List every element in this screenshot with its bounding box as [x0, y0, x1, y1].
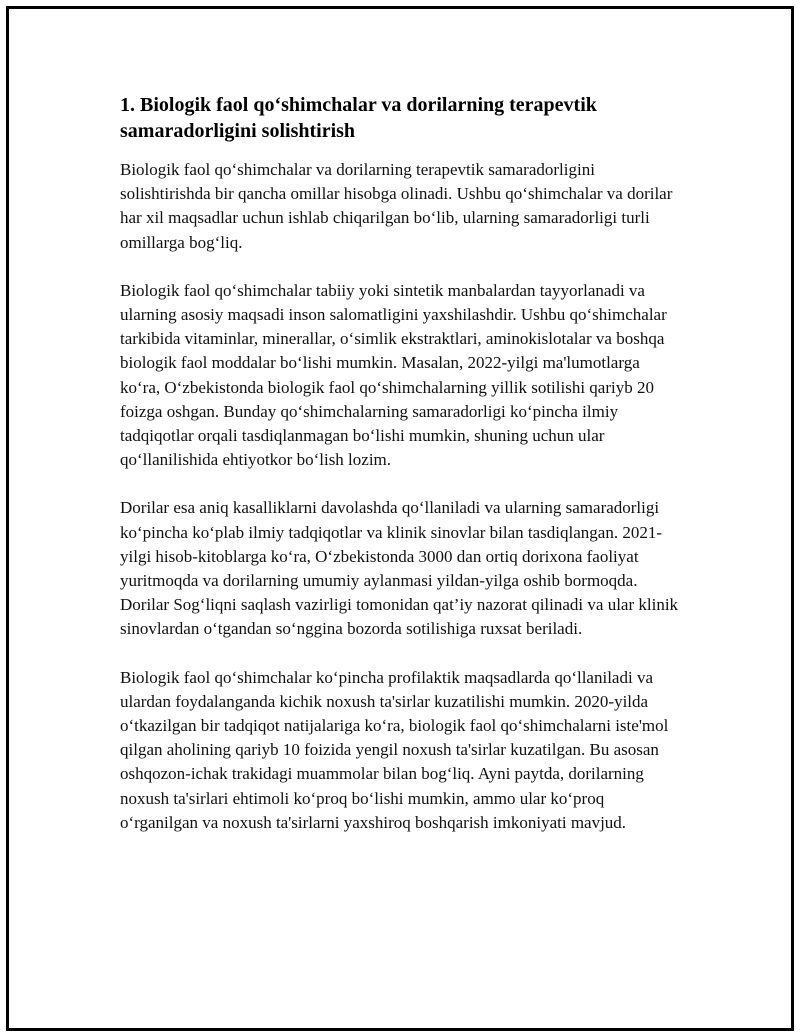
paragraph-1: Biologik faol qo‘shimchalar va dorilarning terapevtik samaradorligini solishtirishda bir qancha omillar hisobga olinadi. Ushbu qo‘shimchalar va dorilar har xil maqsadlar uchun ishlab chiqarilgan bo‘lib, ularning samaradorligi turli omillarga bog‘liq. — [120, 160, 673, 252]
section-heading: 1. Biologik faol qo‘shimchalar va dorilarning terapevtik samaradorligini solishtirish — [120, 94, 597, 142]
paragraph-3: Dorilar esa aniq kasalliklarni davolashda qo‘llaniladi va ularning samaradorligi ko‘pincha ko‘plab ilmiy tadqiqotlar va klinik sinovlar bilan tasdiqlangan. 2021-yilgi hisob-kitoblarga ko‘ra, O‘zbekistonda 3000 dan ortiq dorixona faoliyat yuritmoqda va dorilarning umumiy aylanmasi yildan-yilga oshib bormoqda. Dorilar Sog‘liqni saqlash vazirligi tomonidan qat’iy nazorat qilinadi va ular klinik sinovlardan o‘tgandan so‘nggina bozorda sotilishiga ruxsat beriladi. — [120, 498, 679, 639]
page-frame — [6, 6, 794, 1031]
paragraph-2: Biologik faol qo‘shimchalar tabiiy yoki sintetik manbalardan tayyorlanadi va ularning asosiy maqsadi inson salomatligini yaxshilashdir. Ushbu qo‘shimchalar tarkibida vitaminlar, minerallar, o‘simlik ekstraktlari, aminokislotalar va boshqa biologik faol moddalar bo‘lishi mumkin. Masalan, 2022-yilgi ma'lumotlarga ko‘ra, O‘zbekistonda biologik faol qo‘shimchalarning yillik sotilishi qariyb 20 foizga oshgan. Bunday qo‘shimchalarning samaradorligi ko‘pincha ilmiy tadqiqotlar orqali tasdiqlanmagan bo‘lishi mumkin, shuning uchun ular qo‘llanilishida ehtiyotkor bo‘lish lozim. — [120, 280, 667, 470]
paragraph-4: Biologik faol qo‘shimchalar ko‘pincha profilaktik maqsadlarda qo‘llaniladi va ulardan foydalanganda kichik noxush ta'sirlar kuzatilishi mumkin. 2020-yilda o‘tkazilgan bir tadqiqot natijalariga ko‘ra, biologik faol qo‘shimchalarni iste'mol qilgan aholining qariyb 10 foizida yengil noxush ta'sirlar kuzatilgan. Bu asosan oshqozon-ichak trakidagi muammolar bilan bog‘liq. Ayni paytda, dorilarning noxush ta'sirlari ehtimoli ko‘proq bo‘lishi mumkin, ammo ular ko‘proq o‘rganilgan va noxush ta'sirlarni yaxshiroq boshqarish imkoniyati mavjud. — [120, 667, 669, 832]
document-body — [120, 92, 680, 859]
